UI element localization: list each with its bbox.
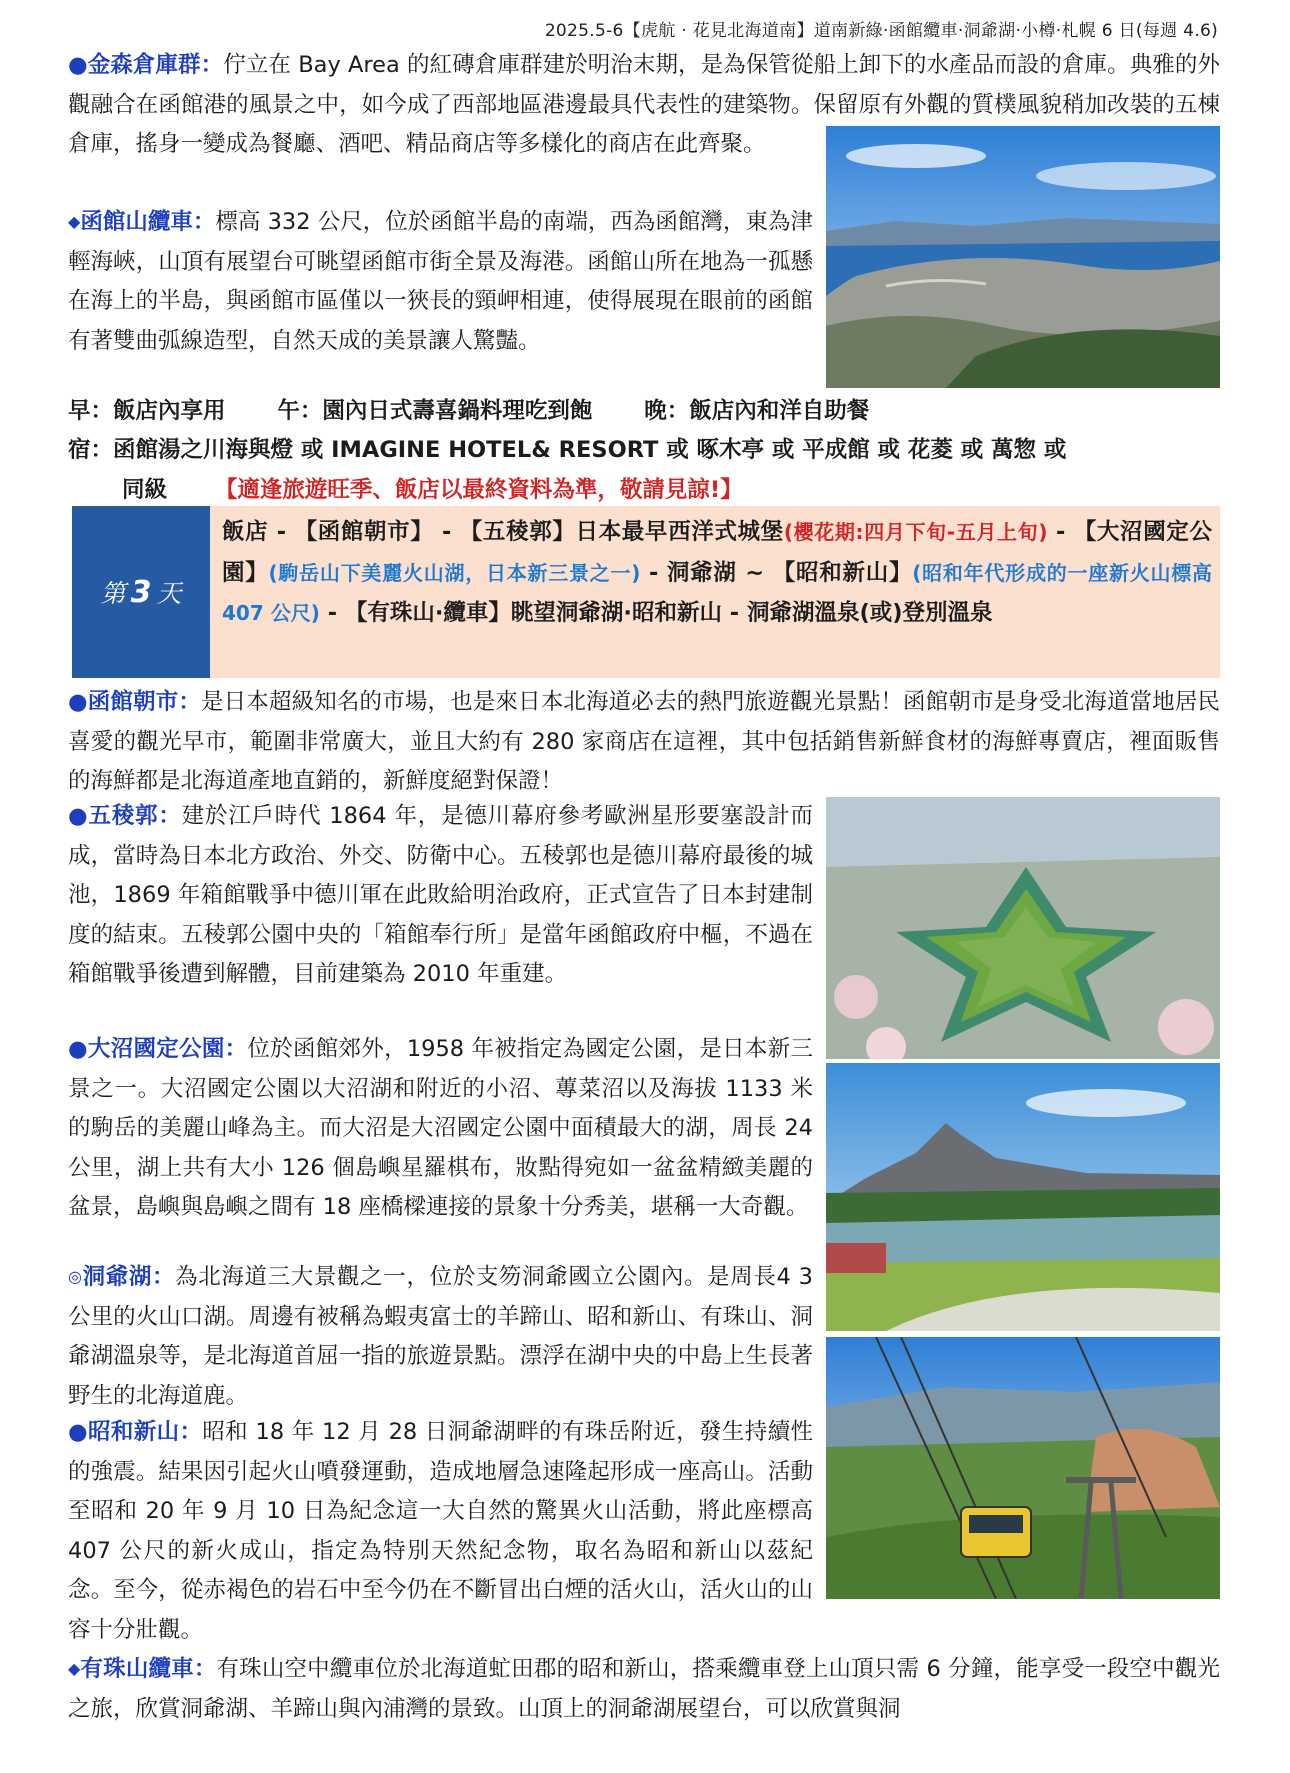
section-ropeway [68,125,813,165]
section-title: 洞爺湖： [82,1264,176,1290]
section-title: 昭和新山： [88,1419,203,1445]
dinner-text: 晚：飯店內和洋自助餐 [644,398,870,424]
section-title: 有珠山纜車： [80,1656,217,1682]
bullet-icon: ● [68,689,88,715]
goryokaku-aerial-photo [826,797,1220,1059]
day-route-text: 飯店 - 【函館朝市】 - 【五稜郭】日本最早西洋式城堡(櫻花期:四月下旬-五月上旬) - 【大沼國定公園】(駒岳山下美麗火山湖，日本新三景之一) - 洞爺湖 ~ 【昭和新山】(昭和年代形成的一座新火山標高 407 公尺) - 【有珠山·纜車】眺望洞爺湖·昭和新山 - 洞爺湖溫泉(或)登別溫泉 [222,519,1212,626]
section-usu [68,1649,1220,1729]
section-title: 金森倉庫群： [87,52,224,78]
bullet-icon: ● [68,52,88,78]
section-goryokaku [68,797,813,995]
section-text: 是日本超級知名的市場，也是來日本北海道必去的熱門旅遊觀光景點！函館朝市是身受北海道當地居民喜愛的觀光早市，範圍非常廣大，並且大約有 280 家商店在這裡，其中包括銷售新鮮食材的海鮮專賣店，裡面販售的海鮮都是北海道產地直銷的，新鮮度絕對保證！ [68,689,1220,794]
section-toya [68,1257,813,1416]
hotel-alt-text: 同級 [122,477,168,503]
day-3-itinerary-box [72,506,1220,678]
section-text: 為北海道三大景觀之一，位於支笏洞爺國立公園內。是周長4 3 公里的火山口湖。周邊有被稱為蝦夷富士的羊蹄山、昭和新山、有珠山、洞爺湖溫泉等，是北海道首屈一指的旅遊景點。漂浮在湖中央的中島上生長著野生的北海道鹿。 [68,1264,813,1409]
section-ropeway-body [68,202,813,361]
ring-bullet-icon: ◎ [68,1267,83,1286]
lunch-text: 午：園內日式壽喜鍋料理吃到飽 [277,398,593,424]
bullet-icon: ● [68,1036,88,1062]
breakfast-text: 早：飯店內享用 [68,398,226,424]
section-text: 佇立在 Bay Area 的紅磚倉庫群建於明治末期，是為保管從船上卸下的水產品而設的倉庫。典雅的外觀融合在函館港的風景之中，如今成了西部地區港邊最具代表性的建築物。保留原有外觀的質樸風貌稍加改裝的五棟倉庫，搖身一變成為餐廳、酒吧、精品商店等多樣化的商店在此齊聚。 [68,52,1220,157]
bullet-icon: ● [68,1419,88,1445]
bullet-icon: ● [68,803,89,829]
meals-row [68,393,913,425]
page-header: 2025.5-6【虎航 · 花見北海道南】道南新綠·函館纜車·洞爺湖·小樽·札幌 6 日(每週 4.6) [544,21,1218,41]
hakodate-night-view-photo [826,126,1220,388]
hotel-text: 宿：函館湯之川海與燈 或 IMAGINE HOTEL& RESORT 或 啄木亭 或 平成館 或 花菱 或 萬惣 或 [68,437,1067,463]
section-text: 位於函館郊外，1958 年被指定為國定公園，是日本新三景之一。大沼國定公園以大沼湖和附近的小沼、蓴菜沼以及海拔 1133 米的駒岳的美麗山峰為主。而大沼是大沼國定公園中面積最大的湖，周長 24 公里，湖上共有大小 126 個島嶼星羅棋布，妝點得宛如一盆盆精緻美麗的盆景，島嶼與島嶼之間有 18 座橋樑連接的景象十分秀美，堪稱一大奇觀。 [68,1036,813,1220]
section-title: 函館朝市： [87,689,202,715]
day-label: 第 3 天 [72,506,210,678]
section-asaichi [68,683,1220,802]
diamond-bullet-icon: ◆ [68,1659,81,1678]
section-text: 有珠山空中纜車位於北海道虻田郡的昭和新山，搭乘纜車登上山頂只需 6 分鐘，能享受一段空中觀光之旅，欣賞洞爺湖、羊蹄山與內浦灣的景致。山頂上的洞爺湖展望台，可以欣賞與洞 [68,1656,1220,1722]
section-text: 昭和 18 年 12 月 28 日洞爺湖畔的有珠岳附近，發生持續性的強震。結果因引起火山噴發運動，造成地層急速隆起形成一座高山。活動至昭和 20 年 9 月 10 日為紀念這一大自然的驚異火山活動，將此座標高 407 公尺的新火成山，指定為特別天然紀念物，取名為昭和新山以茲紀念。至今，從赤褐色的岩石中至今仍在不斷冒出白煙的活火山，活火山的山容十分壯觀。 [68,1419,813,1643]
hotel-info [68,430,1220,510]
section-onuma [68,1030,813,1228]
diamond-bullet-icon: ◆ [68,212,81,231]
onuma-park-photo [826,1063,1220,1331]
section-text: 標高 332 公尺，位於函館半島的南端，西為函館灣，東為津輕海峽，山頂有展望台可眺望函館市街全景及海港。函館山所在地為一孤懸在海上的半島，與函館市區僅以一狹長的頸岬相連，使得展現在眼前的函館有著雙曲弧線造型，自然天成的美景讓人驚豔。 [68,209,813,354]
section-title: 函館山纜車： [80,209,216,235]
section-title: 五稜郭： [88,803,182,829]
hotel-notice: 【適逢旅遊旺季、飯店以最終資料為準，敬請見諒!】 [214,477,743,503]
section-title: 大沼國定公園： [87,1036,248,1062]
section-text: 建於江戶時代 1864 年，是德川幕府參考歐洲星形要塞設計而成，當時為日本北方政治、外交、防衛中心。五稜郭也是德川幕府最後的城池，1869 年箱館戰爭中德川軍在此敗給明治政府，正式宣告了日本封建制度的結束。五稜郭公園中央的「箱館奉行所」是當年函館政府中樞，不過在箱館戰爭後遭到解體，目前建築為 2010 年重建。 [68,803,813,987]
section-showa [68,1413,1220,1650]
